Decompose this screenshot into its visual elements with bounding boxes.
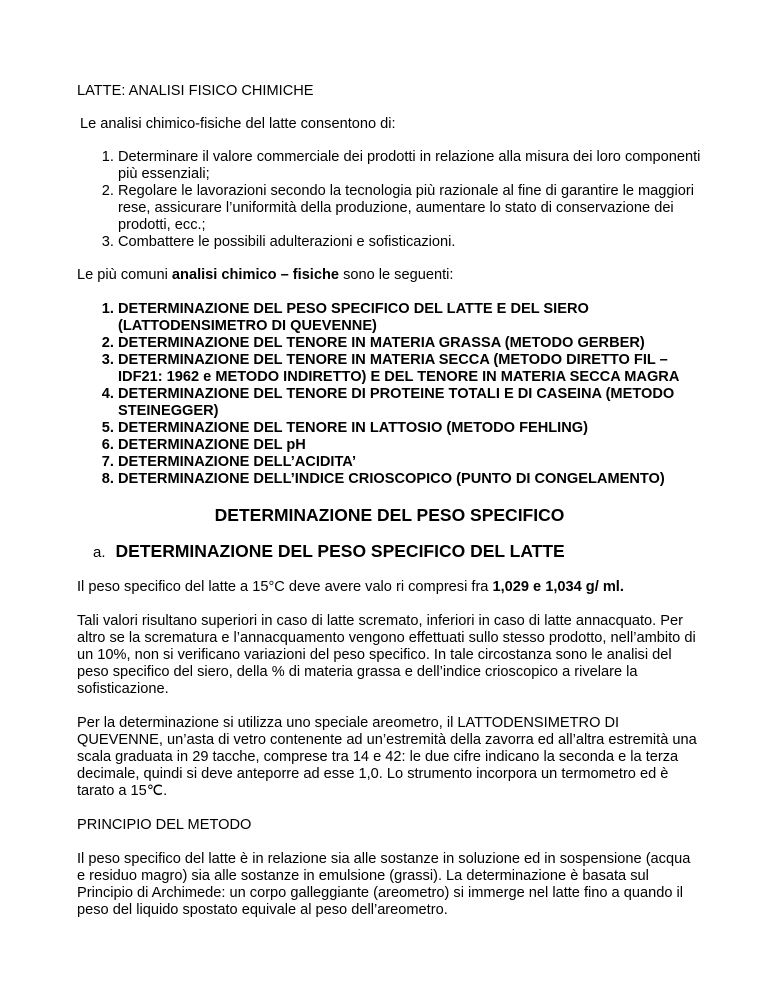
purposes-list [77,149,702,251]
paragraph-values: Tali valori risultano superiori in caso di latte scremato, inferiori in caso di latte annacquato. Per altro se la scrematura e l’annacquamento vengono effettuati sullo stesso prodotto, nell’ambito di un 10%, non si verificano variazioni del peso specifico. In tale circostanza sono le analisi del peso specifico del siero, della % di materia grassa e dell’indice crioscopico a rivelare la sofisticazione. [77,613,696,697]
analyses-intro-bold: analisi chimico – fisiche [171,267,340,283]
list-item: 1. DETERMINAZIONE DEL PESO SPECIFICO DEL LATTE E DEL SIERO (LATTODENSIMETRO DI QUEVENNE) [118,301,702,335]
list-item: 3. DETERMINAZIONE DEL TENORE IN MATERIA SECCA (METODO DIRETTO FIL – IDF21: 1962 e METODO INDIRETTO) E DEL TENORE IN MATERIA SECCA MAGRA [118,352,702,386]
subsection-heading [77,541,702,563]
subsection-title: DETERMINAZIONE DEL PESO SPECIFICO DEL LATTE [115,541,565,561]
analyses-intro-before: Le più comuni [77,267,172,283]
paragraph-specific-weight-text: Il peso specifico del latte a 15°C deve avere valo ri compresi fra [77,579,493,595]
paragraph-principle: Il peso specifico del latte è in relazione sia alle sostanze in soluzione ed in sospensione (acqua e residuo magro) sia alle sostanze in emulsione (grassi). La determinazione è basata sul Principio di Archimede: un corpo galleggiante (areometro) si immerge nel latte fino a quando il peso del liquido spostato equivale al peso dell’areometro. [77,851,691,918]
list-item: 3. Combattere le possibili adulterazioni e sofisticazioni. [118,234,702,251]
paragraph-lactodensimeter: Per la determinazione si utilizza uno speciale areometro, il LATTODENSIMETRO DI QUEVENNE, un’asta di vetro contenente ad un’estremità della zavorra ed all’altra estremità una scala graduata in 29 tacche, comprese tra 14 e 42: le due cifre indicano la seconda e la terza decimale, quindi si deve anteporre ad esse 1,0. Lo strumento incorpora un termometro ed è tarato a 15℃. [77,715,697,799]
analyses-intro-after: sono le seguenti: [339,267,454,283]
analyses-list [77,301,702,488]
subsection-label: a. [93,544,106,561]
list-item: 6. DETERMINAZIONE DEL pH [118,437,702,454]
paragraph-specific-weight [77,579,702,596]
list-item: 8. DETERMINAZIONE DELL’INDICE CRIOSCOPICO (PUNTO DI CONGELAMENTO) [118,471,702,488]
list-item: 4. DETERMINAZIONE DEL TENORE DI PROTEINE TOTALI E DI CASEINA (METODO STEINEGGER) [118,386,702,420]
list-item: 7. DETERMINAZIONE DELL’ACIDITA’ [118,454,702,471]
list-item: 2. Regolare le lavorazioni secondo la tecnologia più razionale al fine di garantire le maggiori rese, assicurare l’uniformità della produzione, aumentare lo stato di conservazione dei prodotti, ecc.; [118,183,702,234]
intro-text: Le analisi chimico-fisiche del latte consentono di: [80,116,396,132]
paragraph-specific-weight-range: 1,029 e 1,034 g/ ml. [492,579,624,595]
list-item: 5. DETERMINAZIONE DEL TENORE IN LATTOSIO (METODO FEHLING) [118,420,702,437]
document-title: LATTE: ANALISI FISICO CHIMICHE [77,83,314,99]
document-page [77,83,702,936]
list-item: 2. DETERMINAZIONE DEL TENORE IN MATERIA GRASSA (METODO GERBER) [118,335,702,352]
list-item: 1. Determinare il valore commerciale dei prodotti in relazione alla misura dei loro componenti più essenziali; [118,149,702,183]
section-heading: DETERMINAZIONE DEL PESO SPECIFICO [214,505,565,525]
analyses-intro [77,267,702,284]
principle-heading: PRINCIPIO DEL METODO [77,817,252,833]
